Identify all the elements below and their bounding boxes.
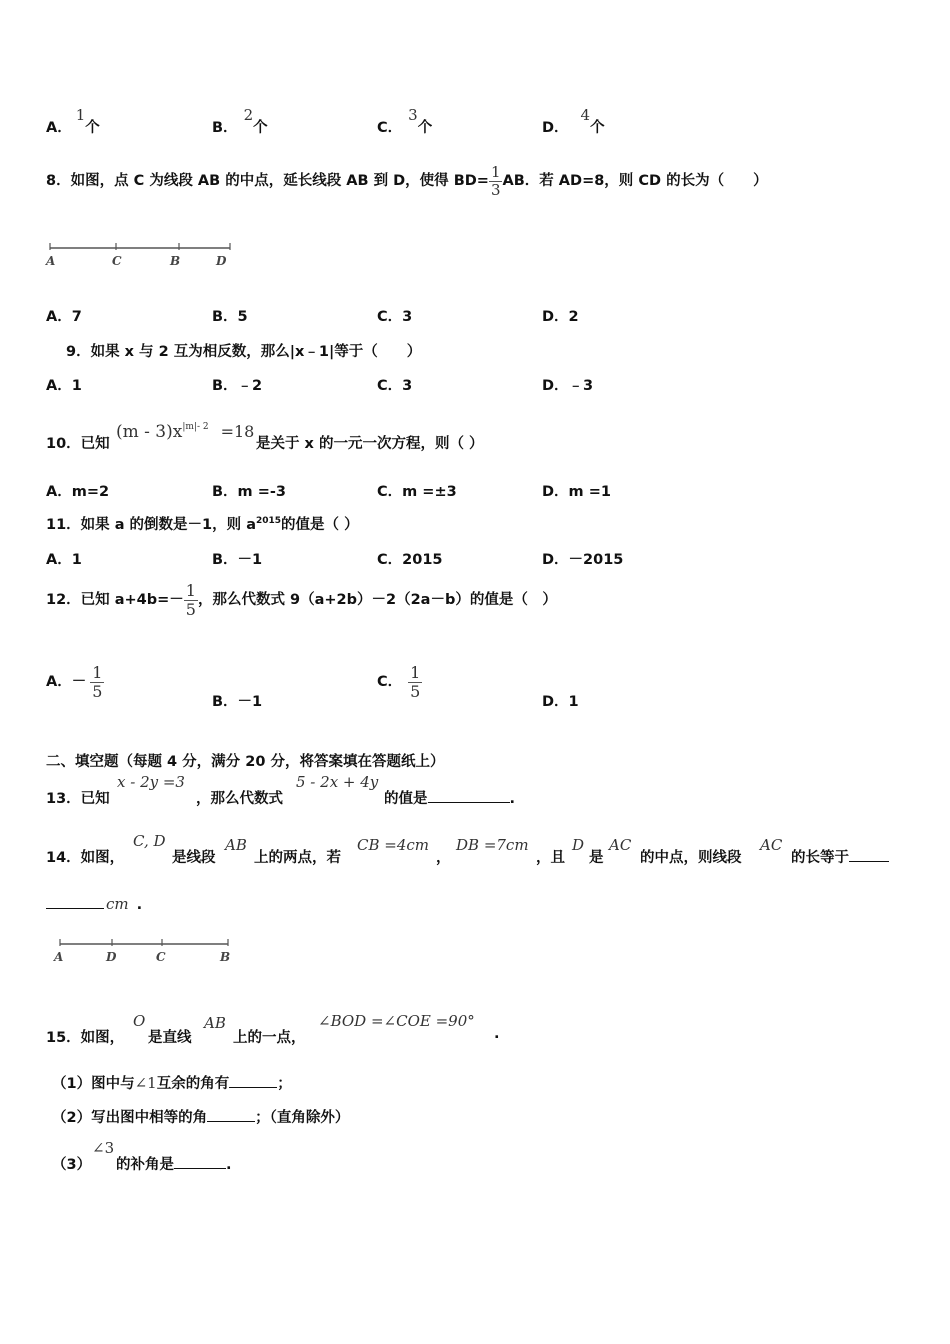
option-unit: 个	[590, 120, 605, 136]
q8-option-b: B．5	[212, 309, 248, 325]
q14-text-2: 上的两点，若	[254, 850, 341, 866]
q13-text-mid: ，那么代数式	[196, 791, 283, 807]
sub2-pre: （2）写出图中相等的角	[52, 1110, 208, 1126]
fraction-one-third	[489, 164, 503, 198]
sub1-pre: （1）图中与	[52, 1076, 135, 1092]
fraction-one-fifth	[184, 582, 198, 618]
q9-option-a: A．1	[46, 378, 82, 394]
q14-math-cd: C, D	[133, 832, 166, 850]
q14-text-pre: 14．如图，	[46, 850, 125, 866]
q12-option-d: D．1	[542, 694, 579, 710]
label-d: D	[216, 254, 227, 268]
q14-math-ac-2: AC	[760, 836, 783, 854]
q10-equation	[116, 422, 254, 442]
frac-denominator: 5	[185, 599, 196, 619]
label-a: A	[54, 950, 64, 964]
q11-option-b: B．－1	[212, 552, 263, 568]
sub1-end: ；	[277, 1076, 292, 1092]
q11-option-c: C．2015	[377, 552, 443, 568]
q9-option-d: D．﹣3	[542, 378, 594, 394]
answer-blank[interactable]	[207, 1121, 255, 1122]
frac-numerator: 1	[490, 163, 501, 181]
q8-option-c: C．3	[377, 309, 413, 325]
frac-denominator: 5	[410, 681, 421, 701]
sub1-post: 互余的角有	[156, 1076, 230, 1092]
q7-option-a	[46, 106, 100, 137]
section-heading: 二、填空题（每题 4 分，满分 20 分，将答案填在答题纸上）	[46, 754, 445, 770]
q11-option-d: D．－2015	[542, 552, 624, 568]
answer-blank[interactable]	[849, 861, 889, 862]
q15-sub-3-pre: （3）	[52, 1157, 92, 1173]
q14-math-d: D	[572, 836, 585, 854]
option-number: 3	[408, 106, 418, 124]
option-label: C．	[377, 674, 403, 691]
sub2-end: ；（直角除外）	[255, 1110, 350, 1126]
q8-text-pre: 8．如图，点 C 为线段 AB 的中点，延长线段 AB 到 D，使得 BD=	[46, 173, 489, 189]
q8-text-post: AB．若 AD=8，则 CD 的长为（ ）	[502, 173, 768, 189]
frac-numerator: 1	[92, 663, 103, 682]
q15-math-o: O	[133, 1012, 146, 1030]
option-unit: 个	[85, 120, 100, 136]
q14-text-7	[791, 846, 889, 867]
q14-unit-cm: cm	[106, 895, 129, 913]
q8-option-d: D．2	[542, 309, 579, 325]
q15-math-angles: ∠BOD =∠COE =90°	[318, 1012, 475, 1030]
answer-blank[interactable]	[174, 1168, 226, 1169]
q15-sub-2	[52, 1106, 349, 1127]
label-b: B	[220, 950, 231, 964]
fraction-one-fifth	[90, 664, 104, 700]
option-label: D．	[542, 120, 569, 136]
q9-option-c: C．3	[377, 378, 413, 394]
q7-option-b	[212, 106, 268, 137]
label-c: C	[112, 254, 122, 268]
q9-option-b: B．﹣2	[212, 378, 263, 394]
q11-exponent: 2015	[255, 516, 282, 527]
label-a: A	[46, 254, 56, 268]
equation-base: (m - 3)x	[116, 422, 183, 442]
option-label: B．	[212, 120, 238, 136]
option-label: A．－	[46, 674, 87, 691]
q9-stem: 9．如果 x 与 2 互为相反数，那么|x﹣1|等于（ ）	[66, 344, 422, 360]
q10-option-b: B．m =-3	[212, 484, 286, 500]
option-number: 1	[75, 106, 86, 124]
sub3-post: 的补角是	[116, 1157, 174, 1173]
q14-text-3: ，	[436, 850, 451, 866]
q11-stem	[46, 513, 359, 534]
q13-post-label: 的值是	[384, 791, 428, 807]
q14-segment-figure	[52, 936, 242, 966]
frac-denominator: 3	[490, 180, 501, 199]
q12-stem	[46, 582, 557, 618]
q15-sub-3	[116, 1153, 232, 1174]
q15-math-ab: AB	[204, 1014, 226, 1032]
fraction-one-fifth	[408, 664, 422, 700]
angle-1: ∠1	[134, 1074, 157, 1092]
q7-option-d	[542, 106, 605, 137]
frac-denominator: 5	[92, 681, 103, 701]
answer-blank[interactable]	[428, 802, 510, 803]
q8-stem	[46, 164, 768, 198]
q12-option-c	[377, 664, 422, 700]
q13-equation: x - 2y =3	[117, 773, 185, 791]
q14-t7-label: 的长等于	[791, 850, 849, 866]
q13-end: .	[509, 791, 516, 807]
frac-numerator: 1	[410, 663, 421, 682]
sub3-end: .	[226, 1157, 232, 1173]
answer-blank-cont[interactable]	[46, 908, 104, 909]
option-number: 4	[580, 106, 591, 124]
q10-option-c: C．m =±3	[377, 484, 457, 500]
angle-3: ∠3	[92, 1139, 115, 1157]
label-d: D	[106, 950, 117, 964]
q11-option-a: A．1	[46, 552, 82, 568]
q15-sub-1	[52, 1072, 292, 1093]
q14-text-4: ，且	[536, 850, 565, 866]
q14-math-ab: AB	[225, 836, 247, 854]
option-label: A．	[46, 120, 72, 136]
q10-text-post: 是关于 x 的一元一次方程，则（ ）	[256, 436, 484, 452]
q12-text-pre: 12．已知 a+4b=－	[46, 592, 184, 609]
frac-numerator: 1	[185, 581, 196, 600]
q11-text-post: 的值是（ ）	[281, 517, 359, 533]
q10-text-pre: 10．已知	[46, 436, 110, 452]
q14-math-cb: CB =4cm	[357, 836, 430, 854]
q8-option-a: A．7	[46, 309, 82, 325]
q13-text-post	[384, 787, 515, 808]
q15-end: .	[494, 1026, 500, 1042]
answer-blank[interactable]	[229, 1087, 277, 1088]
q10-option-d: D．m =1	[542, 484, 611, 500]
option-label: C．	[377, 120, 403, 136]
q14-math-ac: AC	[609, 836, 632, 854]
q12-text-post: ，那么代数式 9（a+2b）－2（2a－b）的值是（ ）	[197, 592, 557, 609]
q14-math-db: DB =7cm	[456, 836, 529, 854]
option-unit: 个	[253, 120, 268, 136]
q14-end: .	[136, 897, 143, 913]
q14-line-2	[46, 895, 142, 913]
option-unit: 个	[417, 120, 433, 136]
q15-text-pre: 15．如图，	[46, 1030, 125, 1046]
q10-option-a: A．m=2	[46, 484, 110, 500]
label-c: C	[156, 950, 166, 964]
q15-text-1: 是直线	[148, 1030, 192, 1046]
q7-option-c	[377, 106, 433, 137]
q14-text-5: 是	[589, 850, 604, 866]
q8-segment-figure	[44, 238, 244, 272]
q14-text-1: 是线段	[172, 850, 216, 866]
q11-text-pre: 11．如果 a 的倒数是－1，则 a	[46, 517, 256, 533]
q13-text-pre: 13．已知	[46, 791, 110, 807]
option-number: 2	[243, 106, 254, 124]
label-b: B	[170, 254, 181, 268]
q14-text-6: 的中点，则线段	[640, 850, 742, 866]
q15-text-2: 上的一点，	[233, 1030, 306, 1046]
equation-rhs: =18	[220, 422, 255, 441]
equation-exponent: |m|- 2	[182, 422, 209, 432]
q12-option-b: B．－1	[212, 694, 263, 710]
q12-option-a	[46, 664, 104, 700]
q13-expression: 5 - 2x + 4y	[296, 773, 379, 791]
